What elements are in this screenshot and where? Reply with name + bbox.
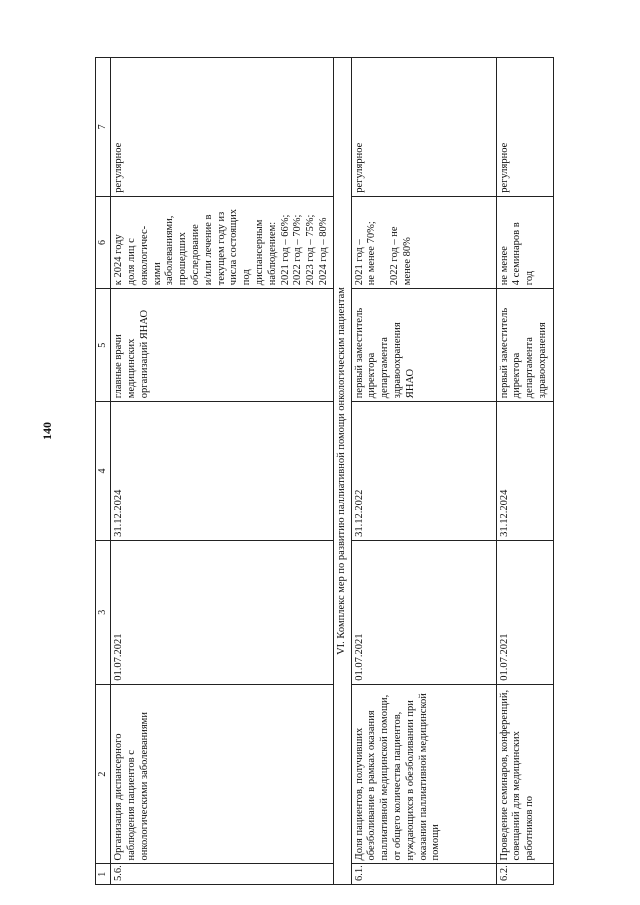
end-date-cell: 31.12.2024 [111,402,334,541]
header-col-4: 4 [96,402,111,541]
indicator-line: онкологичес- [138,225,150,286]
indicator-line: прошедших [177,232,189,286]
indicator-line: наблюдением: [266,221,278,286]
indicator-line: 2021 год – 66%; [279,214,291,286]
frequency-cell: регулярное [496,58,553,197]
indicator-line: 4 семинаров в [511,222,523,286]
header-col-1: 1 [96,864,111,885]
end-date-cell: 31.12.2024 [496,402,553,541]
end-date-cell: 31.12.2022 [351,402,496,541]
row-number: 5.6. [111,864,334,885]
start-date-cell: 01.07.2021 [496,540,553,684]
frequency-cell: регулярное [111,58,334,197]
indicator-line: текущем году из [215,211,227,286]
page-number: 140 [40,422,54,440]
section-heading-row [333,58,351,885]
indicator-line: обследование [189,224,201,286]
indicator-line: заболеваниями, [164,215,176,286]
indicator-line: не менее [498,246,510,286]
rotated-page-content [95,45,615,885]
table-header-row [96,58,111,885]
indicator-line: и/или лечение в [202,214,214,286]
section-title: VI. Комплекс мер по развитию паллиативной помощи онкологическим пациентам [333,58,351,885]
plan-table [95,57,554,885]
indicator-line: 2021 год – [353,239,365,286]
indicator-line: 2022 год – не [389,226,401,286]
frequency-cell: регулярное [351,58,496,197]
activity-cell: Организация диспансерного наблюдения пациентов с онкологическими заболеваниями [111,684,334,864]
table-row [111,58,334,885]
indicator-line: к 2024 году [113,234,125,286]
header-col-5: 5 [96,289,111,402]
indicator-line: год [524,270,536,286]
header-col-2: 2 [96,684,111,864]
header-col-3: 3 [96,540,111,684]
indicator-line: не менее 70%; [366,221,378,286]
activity-cell: Проведение семинаров, конференций, совещаний для медицинских работников по [496,684,553,864]
table-row [351,58,496,885]
indicator-line: кими [151,262,163,286]
start-date-cell: 01.07.2021 [351,540,496,684]
indicator-cell [351,196,496,288]
responsible-cell: первый заместитель директора департамента здравоохранения ЯНАО [351,289,496,402]
start-date-cell: 01.07.2021 [111,540,334,684]
indicator-cell [111,196,334,288]
row-number: 6.1. [351,864,496,885]
indicator-line: менее 80% [401,237,413,286]
indicator-line: 2024 год – 80% [317,217,329,286]
table-row [496,58,553,885]
responsible-cell: первый заместитель директора департамента здравоохранения [496,289,553,402]
header-col-7: 7 [96,58,111,197]
indicator-line-gap [379,200,389,285]
indicator-line: диспансерным [253,219,265,286]
responsible-cell: главные врачи медицинских организаций ЯНАО [111,289,334,402]
activity-cell: Доля пациентов, получивших обезболивание в рамках оказания паллиативной медицинской помощи, от общего количества пациентов, нуждающихся в обезболивании при оказании паллиативной медицинской помощи [351,684,496,864]
indicator-line: числа состоящих [228,208,240,286]
indicator-line: 2022 год – 70%; [292,214,304,286]
indicator-line: под [241,269,253,286]
indicator-line: 2023 год – 75%; [305,214,317,286]
row-number: 6.2. [496,864,553,885]
indicator-cell [496,196,553,288]
header-col-6: 6 [96,196,111,288]
indicator-line: доля лиц с [125,238,137,286]
